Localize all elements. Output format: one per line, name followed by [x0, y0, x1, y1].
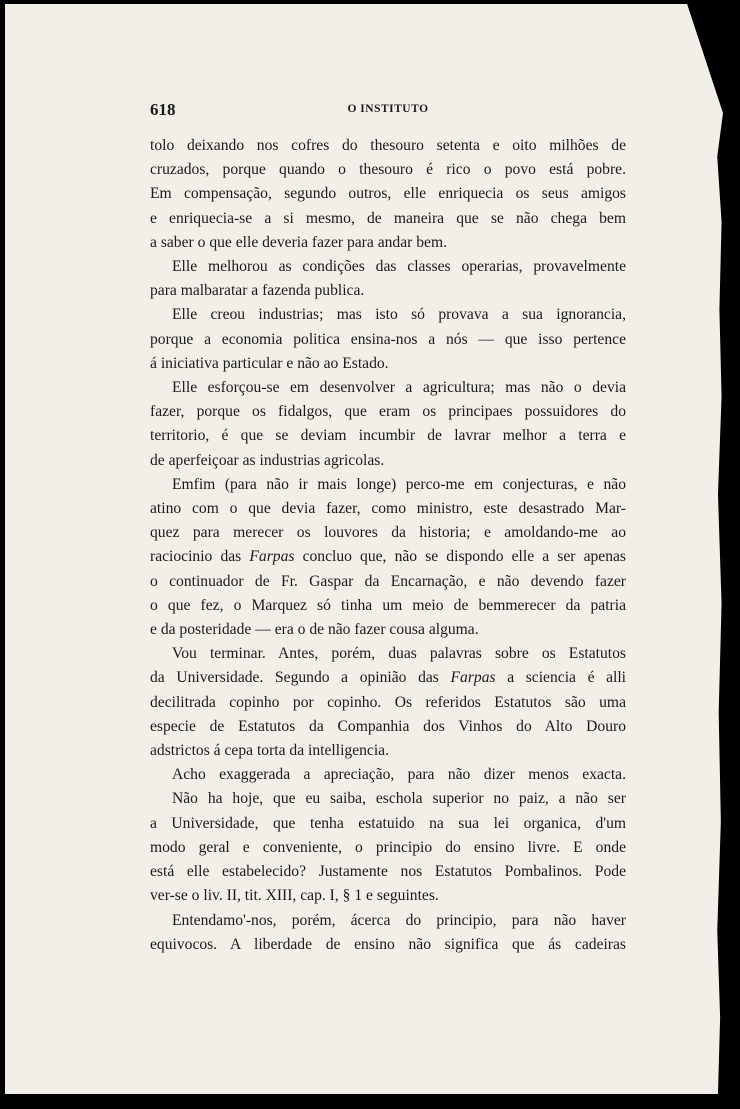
text-fragment: raciocinio das	[150, 548, 242, 566]
italic-title: Farpas	[450, 669, 496, 687]
text-line: equivocos. A liberdade de ensino não significa que ás cadeiras	[150, 935, 626, 953]
text-line	[150, 545, 626, 569]
text-line: Em compensação, segundo outros, elle enriquecia os seus amigos	[150, 185, 626, 203]
text-line: está elle estabelecido? Justamente nos Estatutos Pombalinos. Pode	[150, 863, 626, 881]
text-line: e enriquecia-se a si mesmo, de maneira que se não chega bem	[150, 209, 626, 227]
text-line: adstrictos á cepa torta da intelligencia.	[150, 742, 390, 760]
text-line: territorio, é que se deviam incumbir de lavrar melhor a terra e	[150, 427, 626, 445]
text-line: Vou terminar. Antes, porém, duas palavras sobre os Estatutos	[172, 645, 626, 663]
text-line: o que fez, o Marquez só tinha um meio de bemmerecer da patria	[150, 596, 626, 614]
text-line: a Universidade, que tenha estatuido na sua lei organica, d'um	[150, 814, 626, 832]
text-line: Elle creou industrias; mas isto só provava a sua ignorancia,	[172, 306, 626, 324]
text-line: o continuador de Fr. Gaspar da Encarnação, e não devendo fazer	[150, 572, 626, 590]
text-line: á iniciativa particular e não ao Estado.	[150, 354, 389, 372]
text-fragment: concluo que, não se dispondo elle a ser apenas	[302, 548, 626, 566]
text-line: modo geral e conveniente, o principio do ensino livre. E onde	[150, 838, 626, 856]
text-line: Emfim (para não ir mais longe) perco-me em conjecturas, e não	[172, 475, 626, 493]
text-line: de aperfeiçoar as industrias agricolas.	[150, 451, 385, 469]
text-line: porque a economia politica ensina-nos a nós — que isso pertence	[150, 330, 626, 348]
page-header	[150, 100, 626, 126]
text-fragment: a sciencia é alli	[507, 669, 627, 687]
running-head: O INSTITUTO	[347, 103, 429, 115]
text-line: decilitrada copinho por copinho. Os referidos Estatutos são uma	[150, 693, 626, 711]
text-line: especie de Estatutos da Companhia dos Vinhos do Alto Douro	[150, 717, 626, 735]
text-line: atino com o que devia fazer, como ministro, este desastrado Mar-	[150, 500, 626, 518]
text-line: ver-se o liv. II, tit. XIII, cap. I, § 1 e seguintes.	[150, 887, 439, 905]
text-line: Não ha hoje, que eu saiba, eschola superior no paiz, a não ser	[172, 790, 626, 808]
text-line: fazer, porque os fidalgos, que eram os principaes possuidores do	[150, 403, 626, 421]
italic-title: Farpas	[249, 548, 295, 566]
document-page	[150, 100, 626, 957]
body-text	[150, 134, 626, 957]
text-line: e da posteridade — era o de não fazer cousa alguma.	[150, 621, 479, 639]
text-line: Elle melhorou as condições das classes operarias, provavelmente	[172, 258, 626, 276]
text-line	[150, 666, 626, 690]
text-line: Entendamo'-nos, porém, ácerca do principio, para não haver	[172, 911, 626, 929]
page-number: 618	[150, 100, 176, 119]
text-line: para malbaratar a fazenda publica.	[150, 282, 365, 300]
text-line: quez para merecer os louvores da historia; e amoldando-me ao	[150, 524, 626, 542]
text-fragment: da Universidade. Segundo a opinião das	[150, 669, 439, 687]
text-line: tolo deixando nos cofres do thesouro setenta e oito milhões de	[150, 137, 626, 154]
text-line: Elle esforçou-se em desenvolver a agricultura; mas não o devia	[172, 379, 626, 397]
text-line: cruzados, porque quando o thesouro é rico o povo está pobre.	[150, 161, 626, 179]
text-line: Acho exaggerada a apreciação, para não dizer menos exacta.	[172, 766, 626, 784]
text-line: a saber o que elle deveria fazer para andar bem.	[150, 233, 447, 251]
